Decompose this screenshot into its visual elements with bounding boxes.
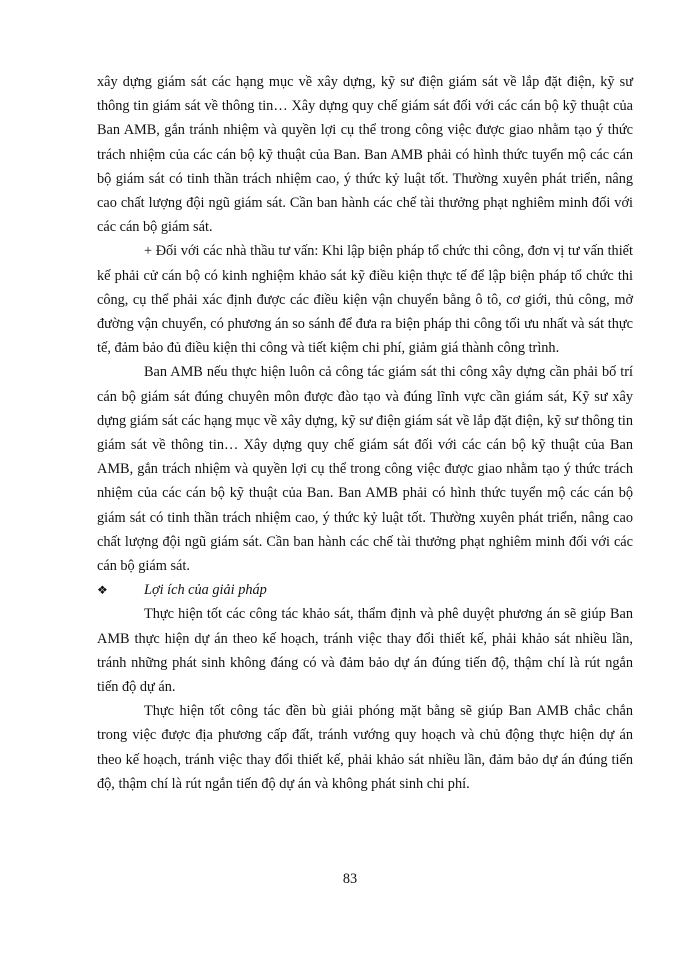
body-text	[97, 70, 633, 796]
section-heading	[97, 578, 633, 602]
diamond-bullet-icon: ❖	[97, 583, 108, 598]
paragraph-benefit-survey: Thực hiện tốt các công tác khảo sát, thẩm định và phê duyệt phương án sẽ giúp Ban AMB thực hiện dự án theo kế hoạch, tránh việc thay đổi thiết kế, phải khảo sát nhiều lần, tránh những phát sinh không đáng có và đảm bảo dự án đúng tiến độ, thậm chí là rút ngắn tiến độ dự án.	[97, 606, 633, 696]
page-number: 83	[342, 871, 358, 887]
paragraph-consultants: + Đối với các nhà thầu tư vấn: Khi lập biện pháp tổ chức thi công, đơn vị tư vấn thiết kế phải cử cán bộ có kinh nghiệm khảo sát kỹ điều kiện thực tế để lập biện pháp tổ chức thi công, cụ thể phải xác định được các điều kiện vận chuyển bằng ô tô, cơ giới, thủ công, mở đường vận chuyển, có phương án so sánh để đưa ra biện pháp thi công tối ưu nhất và sát thực tế, đảm bảo đủ điều kiện thi công và tiết kiệm chi phí, giảm giá thành công trình.	[97, 243, 633, 357]
paragraph-benefit-clearance: Thực hiện tốt công tác đền bù giải phóng mặt bằng sẽ giúp Ban AMB chắc chắn trong việc được địa phương cấp đất, tránh vướng quy hoạch và chủ động thực hiện dự án theo kế hoạch, tránh việc thay đổi thiết kế, phải khảo sát nhiều lần, đảm bảo dự án đúng tiến độ, thậm chí là rút ngắn tiến độ dự án và không phát sinh chi phí.	[97, 703, 633, 792]
paragraph-supervision: Ban AMB nếu thực hiện luôn cả công tác giám sát thi công xây dựng cần phải bố trí cán bộ giám sát đúng chuyên môn được đào tạo và đúng lĩnh vực cần giám sát, Kỹ sư xây dựng giám sát các hạng mục về xây dựng, kỹ sư điện giám sát về lắp đặt điện, kỹ sư thông tin giám sát về thông tin… Xây dựng quy chế giám sát đối với các cán bộ kỹ thuật của Ban AMB, gắn trách nhiệm và quyền lợi cụ thể trong công việc được giao nhằm tạo ý thức trách nhiệm của các cán bộ kỹ thuật của Ban. Ban AMB phải có hình thức tuyển mộ các cán bộ giám sát có tinh thần trách nhiệm cao, ý thức kỷ luật tốt. Thường xuyên phát triển, nâng cao chất lượng đội ngũ giám sát. Cần ban hành các chế tài thưởng phạt nghiêm minh đối với các cán bộ giám sát.	[97, 364, 633, 575]
paragraph-continued: xây dựng giám sát các hạng mục về xây dựng, kỹ sư điện giám sát về lắp đặt điện, kỹ sư thông tin giám sát về thông tin… Xây dựng quy chế giám sát đối với các cán bộ kỹ thuật của Ban AMB, gắn tránh nhiệm và quyền lợi cụ thể trong công việc được giao nhằm tạo ý thức trách nhiệm của các cán bộ kỹ thuật của Ban. Ban AMB phải có hình thức tuyển mộ các cán bộ giám sát có tinh thần trách nhiệm cao, ý thức kỷ luật tốt. Thường xuyên phát triển, nâng cao chất lượng đội ngũ giám sát. Cần ban hành các chế tài thưởng phạt nghiêm minh đối với các cán bộ giám sát.	[97, 74, 633, 236]
section-title: Lợi ích của giải pháp	[144, 582, 267, 599]
